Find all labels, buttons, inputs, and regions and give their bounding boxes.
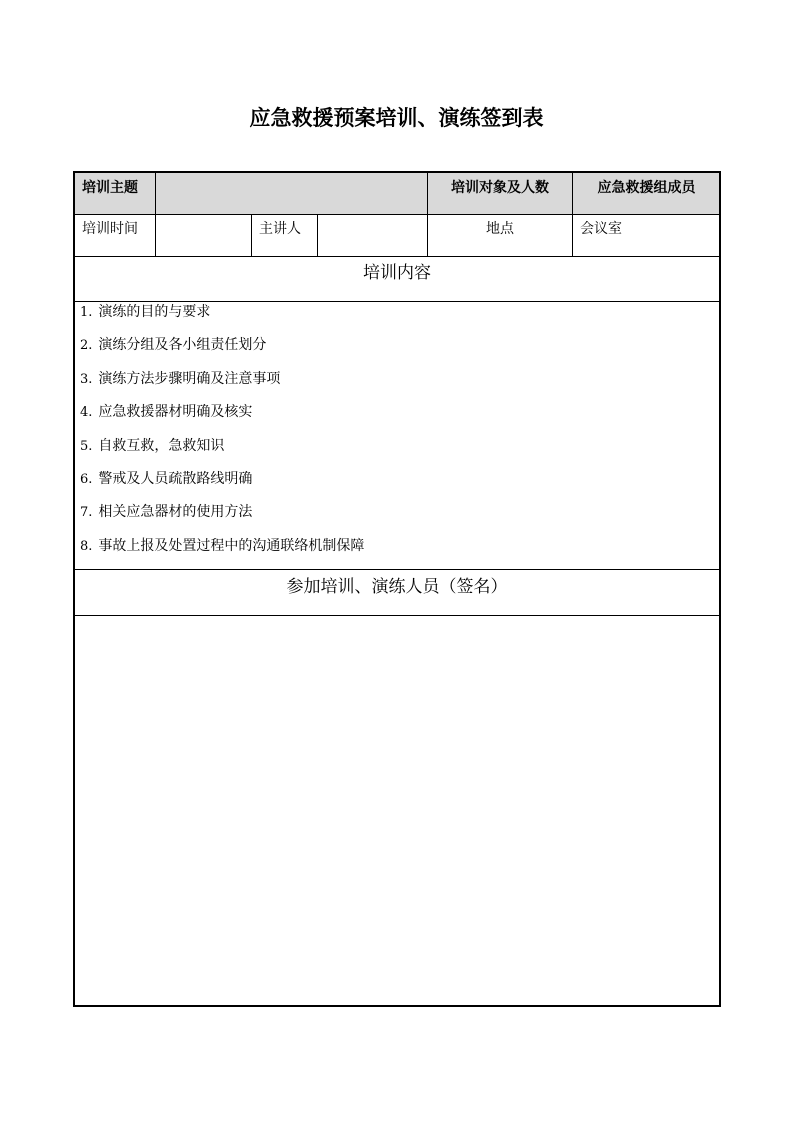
item-number: 5. <box>80 438 93 454</box>
speaker-label: 主讲人 <box>259 221 301 237</box>
document-title: 应急救援预案培训、演练签到表 <box>249 106 544 130</box>
content-item <box>80 503 252 522</box>
location-label: 地点 <box>486 221 514 237</box>
topic-field[interactable] <box>160 179 422 209</box>
item-text: 事故上报及处置过程中的沟通联络机制保障 <box>98 537 365 554</box>
time-field[interactable] <box>160 220 248 250</box>
item-number: 1. <box>80 305 93 320</box>
content-item <box>80 537 364 556</box>
content-heading: 培训内容 <box>363 263 431 283</box>
topic-label: 培训主题 <box>82 180 138 196</box>
content-item <box>80 370 280 389</box>
content-item <box>80 437 224 456</box>
content-item <box>80 336 266 355</box>
item-number: 6. <box>80 472 93 487</box>
audience-value[interactable]: 应急救援组成员 <box>597 180 696 196</box>
item-text: 演练方法步骤明确及注意事项 <box>98 370 281 387</box>
content-item <box>80 303 210 322</box>
audience-label: 培训对象及人数 <box>451 180 549 196</box>
item-number: 2. <box>80 338 93 354</box>
item-text: 演练分组及各小组责任划分 <box>98 337 267 354</box>
item-text: 相关应急器材的使用方法 <box>98 504 253 521</box>
content-item <box>80 403 252 422</box>
location-value[interactable]: 会议室 <box>580 221 622 237</box>
item-text: 自救互救，急救知识 <box>98 437 225 454</box>
time-label: 培训时间 <box>82 221 138 237</box>
signature-area[interactable] <box>76 617 718 1004</box>
speaker-field[interactable] <box>322 220 422 250</box>
item-number: 3. <box>80 371 93 387</box>
item-number: 4. <box>80 405 93 421</box>
item-text: 应急救援器材明确及核实 <box>98 404 253 421</box>
content-item <box>80 470 252 489</box>
item-text: 警戒及人员疏散路线明确 <box>98 471 253 487</box>
item-number: 8. <box>80 538 93 554</box>
item-text: 演练的目的与要求 <box>98 304 211 320</box>
signature-heading: 参加培训、演练人员（签名） <box>286 577 508 597</box>
item-number: 7. <box>80 505 93 521</box>
